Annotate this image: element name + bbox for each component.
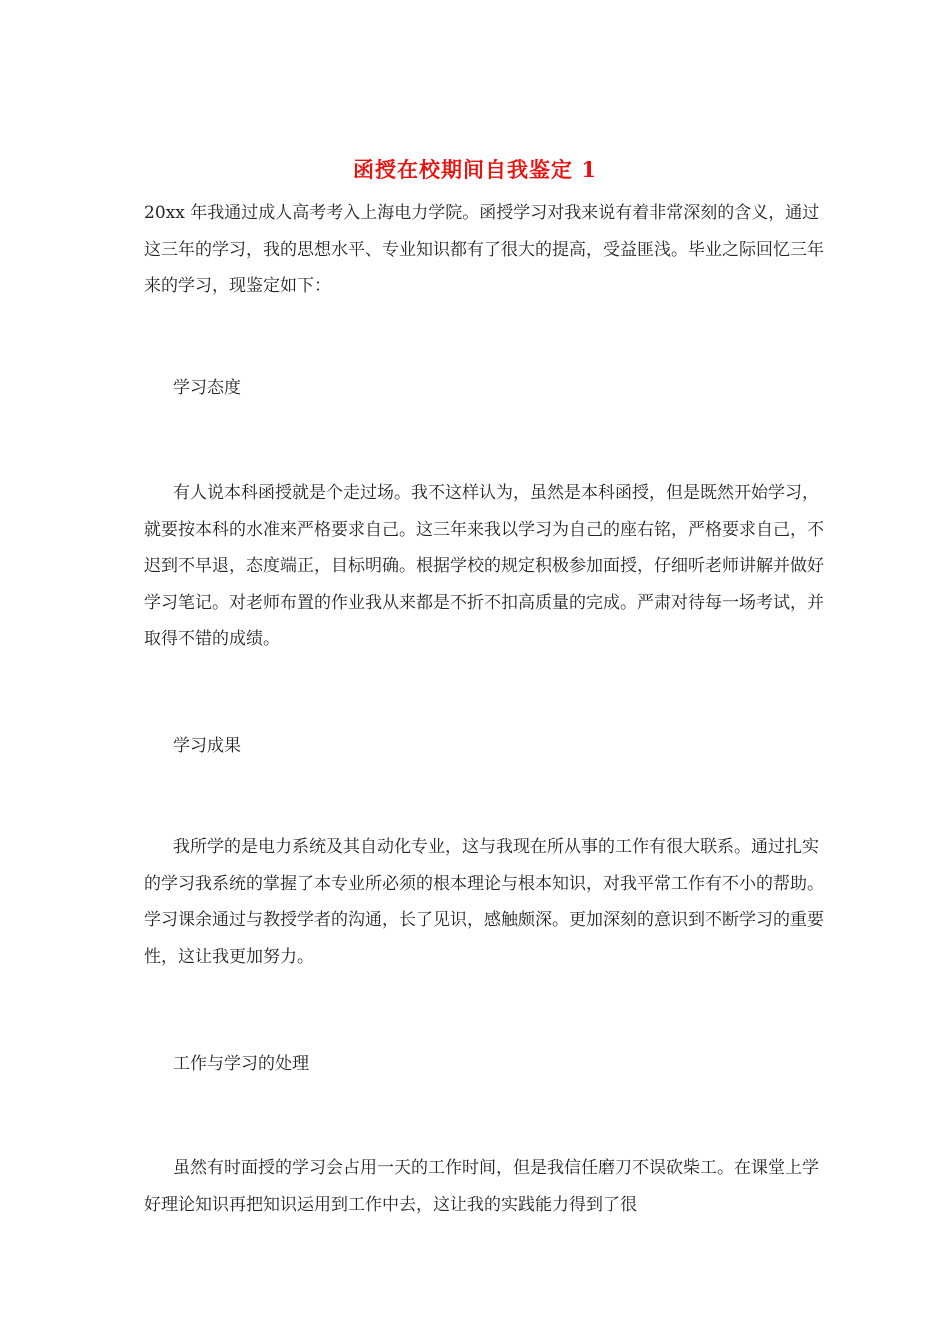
section-body-attitude: 有人说本科函授就是个走过场。我不这样认为，虽然是本科函授，但是既然开始学习，就要按本科的水准来严格要求自己。这三年来我以学习为自己的座右铭，严格要求自己，不迟到不早退，态度端正，目标明确。根据学校的规定积极参加面授，仔细听老师讲解并做好学习笔记。对老师布置的作业我从来都是不折不扣高质量的完成。严肃对待每一场考试，并取得不错的成绩。	[144, 483, 824, 649]
section-heading-work-study: 工作与学习的处理	[173, 1054, 309, 1074]
section-body-results: 我所学的是电力系统及其自动化专业，这与我现在所从事的工作有很大联系。通过扎实的学习我系统的掌握了本专业所必须的根本理论与根本知识，对我平常工作有不小的帮助。学习课余通过与教授学者的沟通，长了见识，感触颇深。更加深刻的意识到不断学习的重要性，这让我更加努力。	[144, 837, 824, 967]
document-title: 函授在校期间自我鉴定 1	[353, 157, 597, 182]
section-heading-attitude: 学习态度	[173, 378, 241, 398]
section-body-work-study: 虽然有时面授的学习会占用一天的工作时间，但是我信任磨刀不误砍柴工。在课堂上学好理论知识再把知识运用到工作中去，这让我的实践能力得到了很	[144, 1158, 819, 1215]
section-heading-results: 学习成果	[173, 736, 241, 756]
intro-paragraph: 20xx 年我通过成人高考考入上海电力学院。函授学习对我来说有着非常深刻的含义，通过这三年的学习，我的思想水平、专业知识都有了很大的提高，受益匪浅。毕业之际回忆三年来的学习，现鉴定如下：	[144, 203, 824, 296]
